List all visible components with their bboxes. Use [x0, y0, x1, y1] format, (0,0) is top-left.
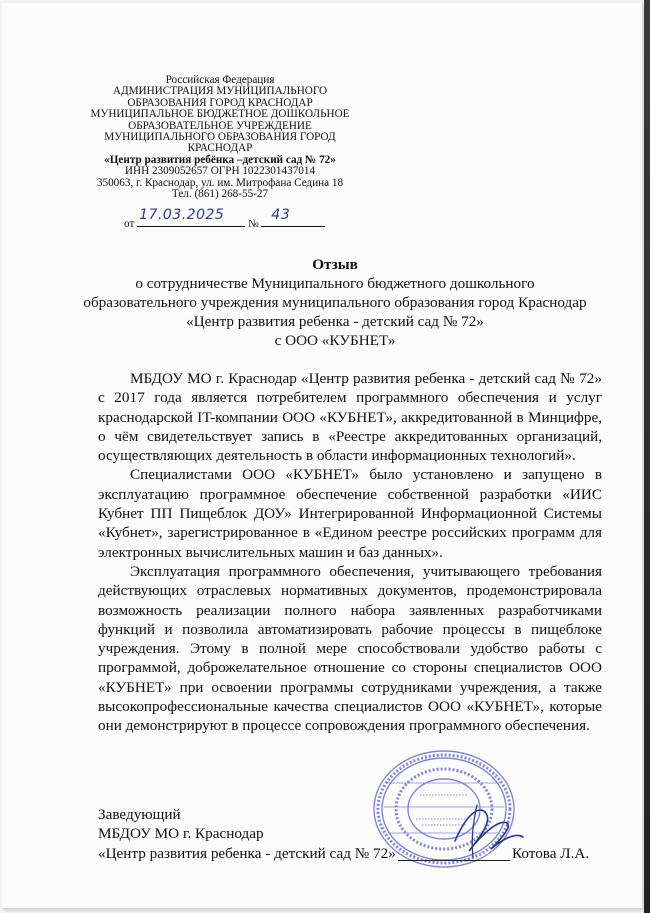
- title-line: с ООО «КУБНЕТ»: [274, 332, 396, 349]
- date-number-line: [124, 207, 325, 230]
- document-title: [62, 255, 608, 350]
- window-edge: [644, 0, 650, 913]
- letter-body: [98, 369, 602, 736]
- letterhead-org-name: «Центр развития ребёнка –детский сад № 72»: [104, 153, 336, 166]
- date-from-label: от: [124, 218, 135, 230]
- letterhead-phone: Тел. (861) 268-55-27: [171, 188, 269, 201]
- signer-institution: МБДОУ МО г. Краснодар: [98, 825, 264, 843]
- signer-org: «Центр развития ребенка - детский сад № 72»: [98, 844, 396, 862]
- body-paragraph: МБДОУ МО г. Краснодар «Центр развития ребенка - детский сад № 72» с 2017 года является потребителем программного обеспечения и услуг краснодарской IT-компании ООО «КУБНЕТ», аккредитованной в Минцифре, о чём свидетельствует запись в «Реестре аккредитованных организаций, осуществляющих деятельность в области информационных технологий».: [98, 370, 602, 465]
- letterhead-inn: ИНН 2309052657 ОГРН 1022301437014: [124, 165, 316, 178]
- number-label: №: [247, 218, 259, 230]
- letterhead-line: ОБРАЗОВАНИЯ ГОРОД КРАСНОДАР: [127, 96, 313, 109]
- title-heading: Отзыв: [312, 256, 358, 273]
- signer-name: Котова Л.А.: [512, 844, 590, 862]
- title-line: о сотрудничестве Муниципального бюджетного дошкольного: [135, 275, 535, 292]
- signature-line: [398, 860, 510, 861]
- letterhead-address: 350063, г. Краснодар, ул. им. Митрофана Седина 18: [96, 176, 344, 189]
- letterhead-line: АДМИНИСТРАЦИЯ МУНИЦИПАЛЬНОГО: [112, 85, 328, 98]
- title-line: «Центр развития ребенка - детский сад № 72»: [186, 313, 484, 330]
- letterhead-line: МУНИЦИПАЛЬНОГО ОБРАЗОВАНИЯ ГОРОД: [104, 131, 336, 144]
- document-page: [2, 3, 643, 909]
- handwritten-number: 43: [271, 207, 291, 223]
- handwritten-date: 17.03.2025: [139, 207, 225, 223]
- letterhead-line: КРАСНОДАР: [187, 142, 253, 155]
- letterhead-line: ОБРАЗОВАТЕЛЬНОЕ УЧРЕЖДЕНИЕ: [128, 119, 312, 132]
- letterhead-line: Российская Федерация: [165, 74, 275, 86]
- title-line: образовательного учреждения муниципального образования город Краснодар: [83, 294, 587, 311]
- letterhead: [86, 75, 354, 200]
- signature-block: [98, 805, 618, 863]
- letterhead-line: МУНИЦИПАЛЬНОЕ БЮДЖЕТНОЕ ДОШКОЛЬНОЕ: [90, 108, 350, 121]
- body-paragraph: Эксплуатация программного обеспечения, учитывающего требования действующих отраслевых нормативных документов, продемонстрировала возможность реализации полного набора заявленных разработчиками функций и позволила автоматизировать рабочие процессы в пищеблоке учреждения. Этому в полной мере способствовали удобство работы с программой, доброжелательное отношение со стороны специалистов ООО «КУБНЕТ» при освоении программы сотрудниками учреждения, а также высокопрофессиональные качества специалистов ООО «КУБНЕТ», которые они демонстрируют в процессе сопровождения программного обеспечения.: [98, 562, 602, 735]
- body-paragraph: Специалистами ООО «КУБНЕТ» было установлено и запущено в эксплуатацию программное обеспечение собственной разработки «ИИС Кубнет ПП Пищеблок ДОУ» Интегрированной Информационной Системы «Кубнет», зарегистрированное в «Едином реестре российских программ для электронных вычислительных машин и баз данных».: [98, 466, 602, 561]
- signer-position: Заведующий: [98, 806, 181, 823]
